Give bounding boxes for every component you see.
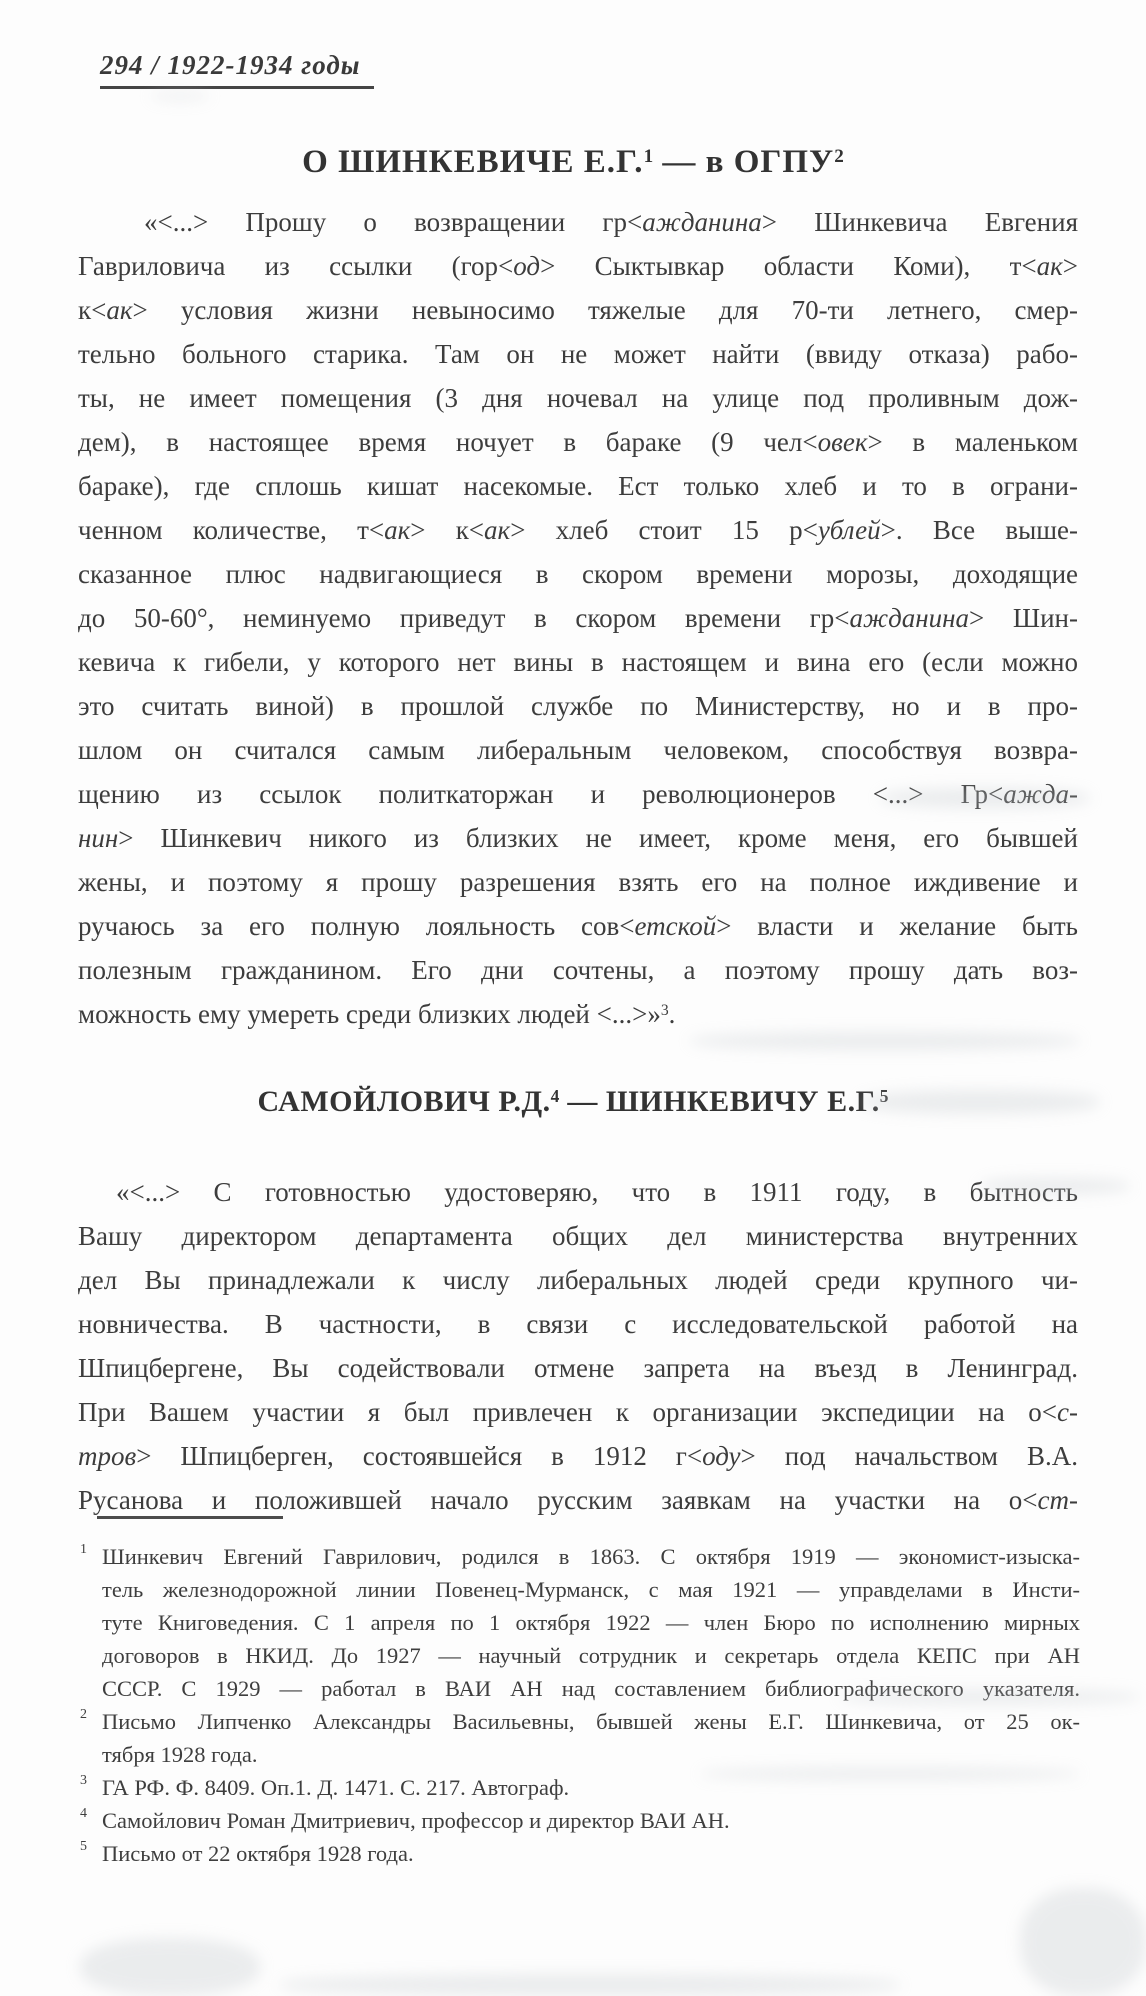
- footnote-1-text: Шинкевич Евгений Гаврилович, родился в 1863. С октября 1919 — экономист-изыска- тель железнодорожной линии Повенец-Мурманск, с мая 1921 — управделами в Инсти- туте Книговедения. С 1 апреля по 1 октября 1922 — член Бюро по исполнению мирных договоров в НКИД. До 1927 — научный сотрудник и секретарь отдела КЕПС при АН СССР. С 1929 — работал в ВАИ АН над составлением библиографического указателя.: [102, 1544, 1080, 1701]
- footnote-4-marker: 4: [80, 1806, 87, 1821]
- scan-smudge: [840, 1690, 1140, 1704]
- scan-smudge: [280, 1974, 900, 1996]
- footnote-1: [78, 1540, 1080, 1705]
- footnote-3-text: ГА РФ. Ф. 8409. Оп.1. Д. 1471. С. 217. Автограф.: [102, 1775, 570, 1800]
- scan-smudge: [860, 1090, 1100, 1114]
- document-2-title: САМОЙЛОВИЧ Р.Д.$^4$ — ШИНКЕВИЧУ Е.Г.$^5$: [257, 1085, 889, 1118]
- footnote-2: [78, 1705, 1080, 1771]
- running-header-text: 294 / 1922-1934 годы: [100, 50, 374, 89]
- scan-smudge: [880, 788, 1090, 808]
- scan-smudge: [690, 1032, 1080, 1050]
- footnote-1-marker: 1: [80, 1542, 87, 1557]
- scan-smudge: [700, 1768, 1080, 1780]
- footnotes-block: [78, 1540, 1080, 1870]
- footnote-2-marker: 2: [80, 1707, 87, 1722]
- footnote-3-marker: 3: [80, 1773, 87, 1788]
- footnote-separator-rule: [97, 1516, 283, 1519]
- footnote-2-text: Письмо Липченко Александры Васильевны, бывшей жены Е.Г. Шинкевича, от 25 ок- тября 1928 года.: [102, 1709, 1080, 1767]
- document-1-title: О ШИНКЕВИЧЕ Е.Г.$^1$ — в ОГПУ$^2$: [302, 144, 844, 180]
- scan-smudge: [980, 1178, 1130, 1194]
- scan-smudge: [150, 90, 210, 102]
- scan-smudge: [80, 1938, 260, 1996]
- footnote-5-marker: 5: [80, 1839, 87, 1854]
- footnote-4-text: Самойлович Роман Дмитриевич, профессор и директор ВАИ АН.: [102, 1808, 730, 1833]
- scan-smudge: [1020, 1888, 1146, 1996]
- footnote-5: [78, 1837, 1080, 1870]
- document-2-body: «<...> С готовностью удостоверяю, что в 1911 году, в бытность Вашу директором департамента общих дел министерства внутренних дел Вы принадлежали к числу либеральных людей среди крупного чи- новничества. В частности, в связи с исследовательской работой на Шпицбергене, Вы содействовали отмене запрета на въезд в Ленинград. При Вашем участии я был привлечен к организации экспедиции на о<с- тров> Шпицберген, состоявшейся в 1912 г<оду> под начальством В.А. Русанова и положившей начало русским заявкам на участки на о<ст-: [78, 1177, 1078, 1515]
- document-1-body: «<...> Прошу о возвращении гр<ажданина> Шинкевича Евгения Гавриловича из ссылки (гор<од> Сыктывкар области Коми), т<ак> к<ак> условия жизни невыносимо тяжелые для 70-ти летнего, смер- тельно больного старика. Там он не может найти (ввиду отказа) рабо- ты, не имеет помещения (3 дня ночевал на улице под проливным дож- дем), в настоящее время ночует в бараке (9 чел<овек> в маленьком бараке), где сплошь кишат насекомые. Ест только хлеб и то в ограни- ченном количестве, т<ак> к<ак> хлеб стоит 15 р<ублей>. Все выше- сказанное плюс надвигающиеся в скором времени морозы, доходящие до 50-60°, неминуемо приведут в скором времени гр<ажданина> Шин- кевича к гибели, у которого нет вины в настоящем и вина его (если можно это считать виной) в прошлой службе по Министерству, но и в про- шлом он считался самым либеральным человеком, способствуя возвра- щению из ссылок политкаторжан и революционеров <...> Гр<ажда- нин> Шинкевич никого из близких не имеет, кроме меня, его бывшей жены, и поэтому я прошу разрешения взять его на полное иждивение и ручаюсь за его полную лояльность сов<етской> власти и желание быть полезным гражданином. Его дни сочтены, а поэтому прошу дать воз- можность ему умереть среди близких людей <...>»$^3$.: [78, 207, 1078, 1029]
- footnote-4: [78, 1804, 1080, 1837]
- running-header: [100, 50, 374, 89]
- footnote-5-text: Письмо от 22 октября 1928 года.: [102, 1841, 414, 1866]
